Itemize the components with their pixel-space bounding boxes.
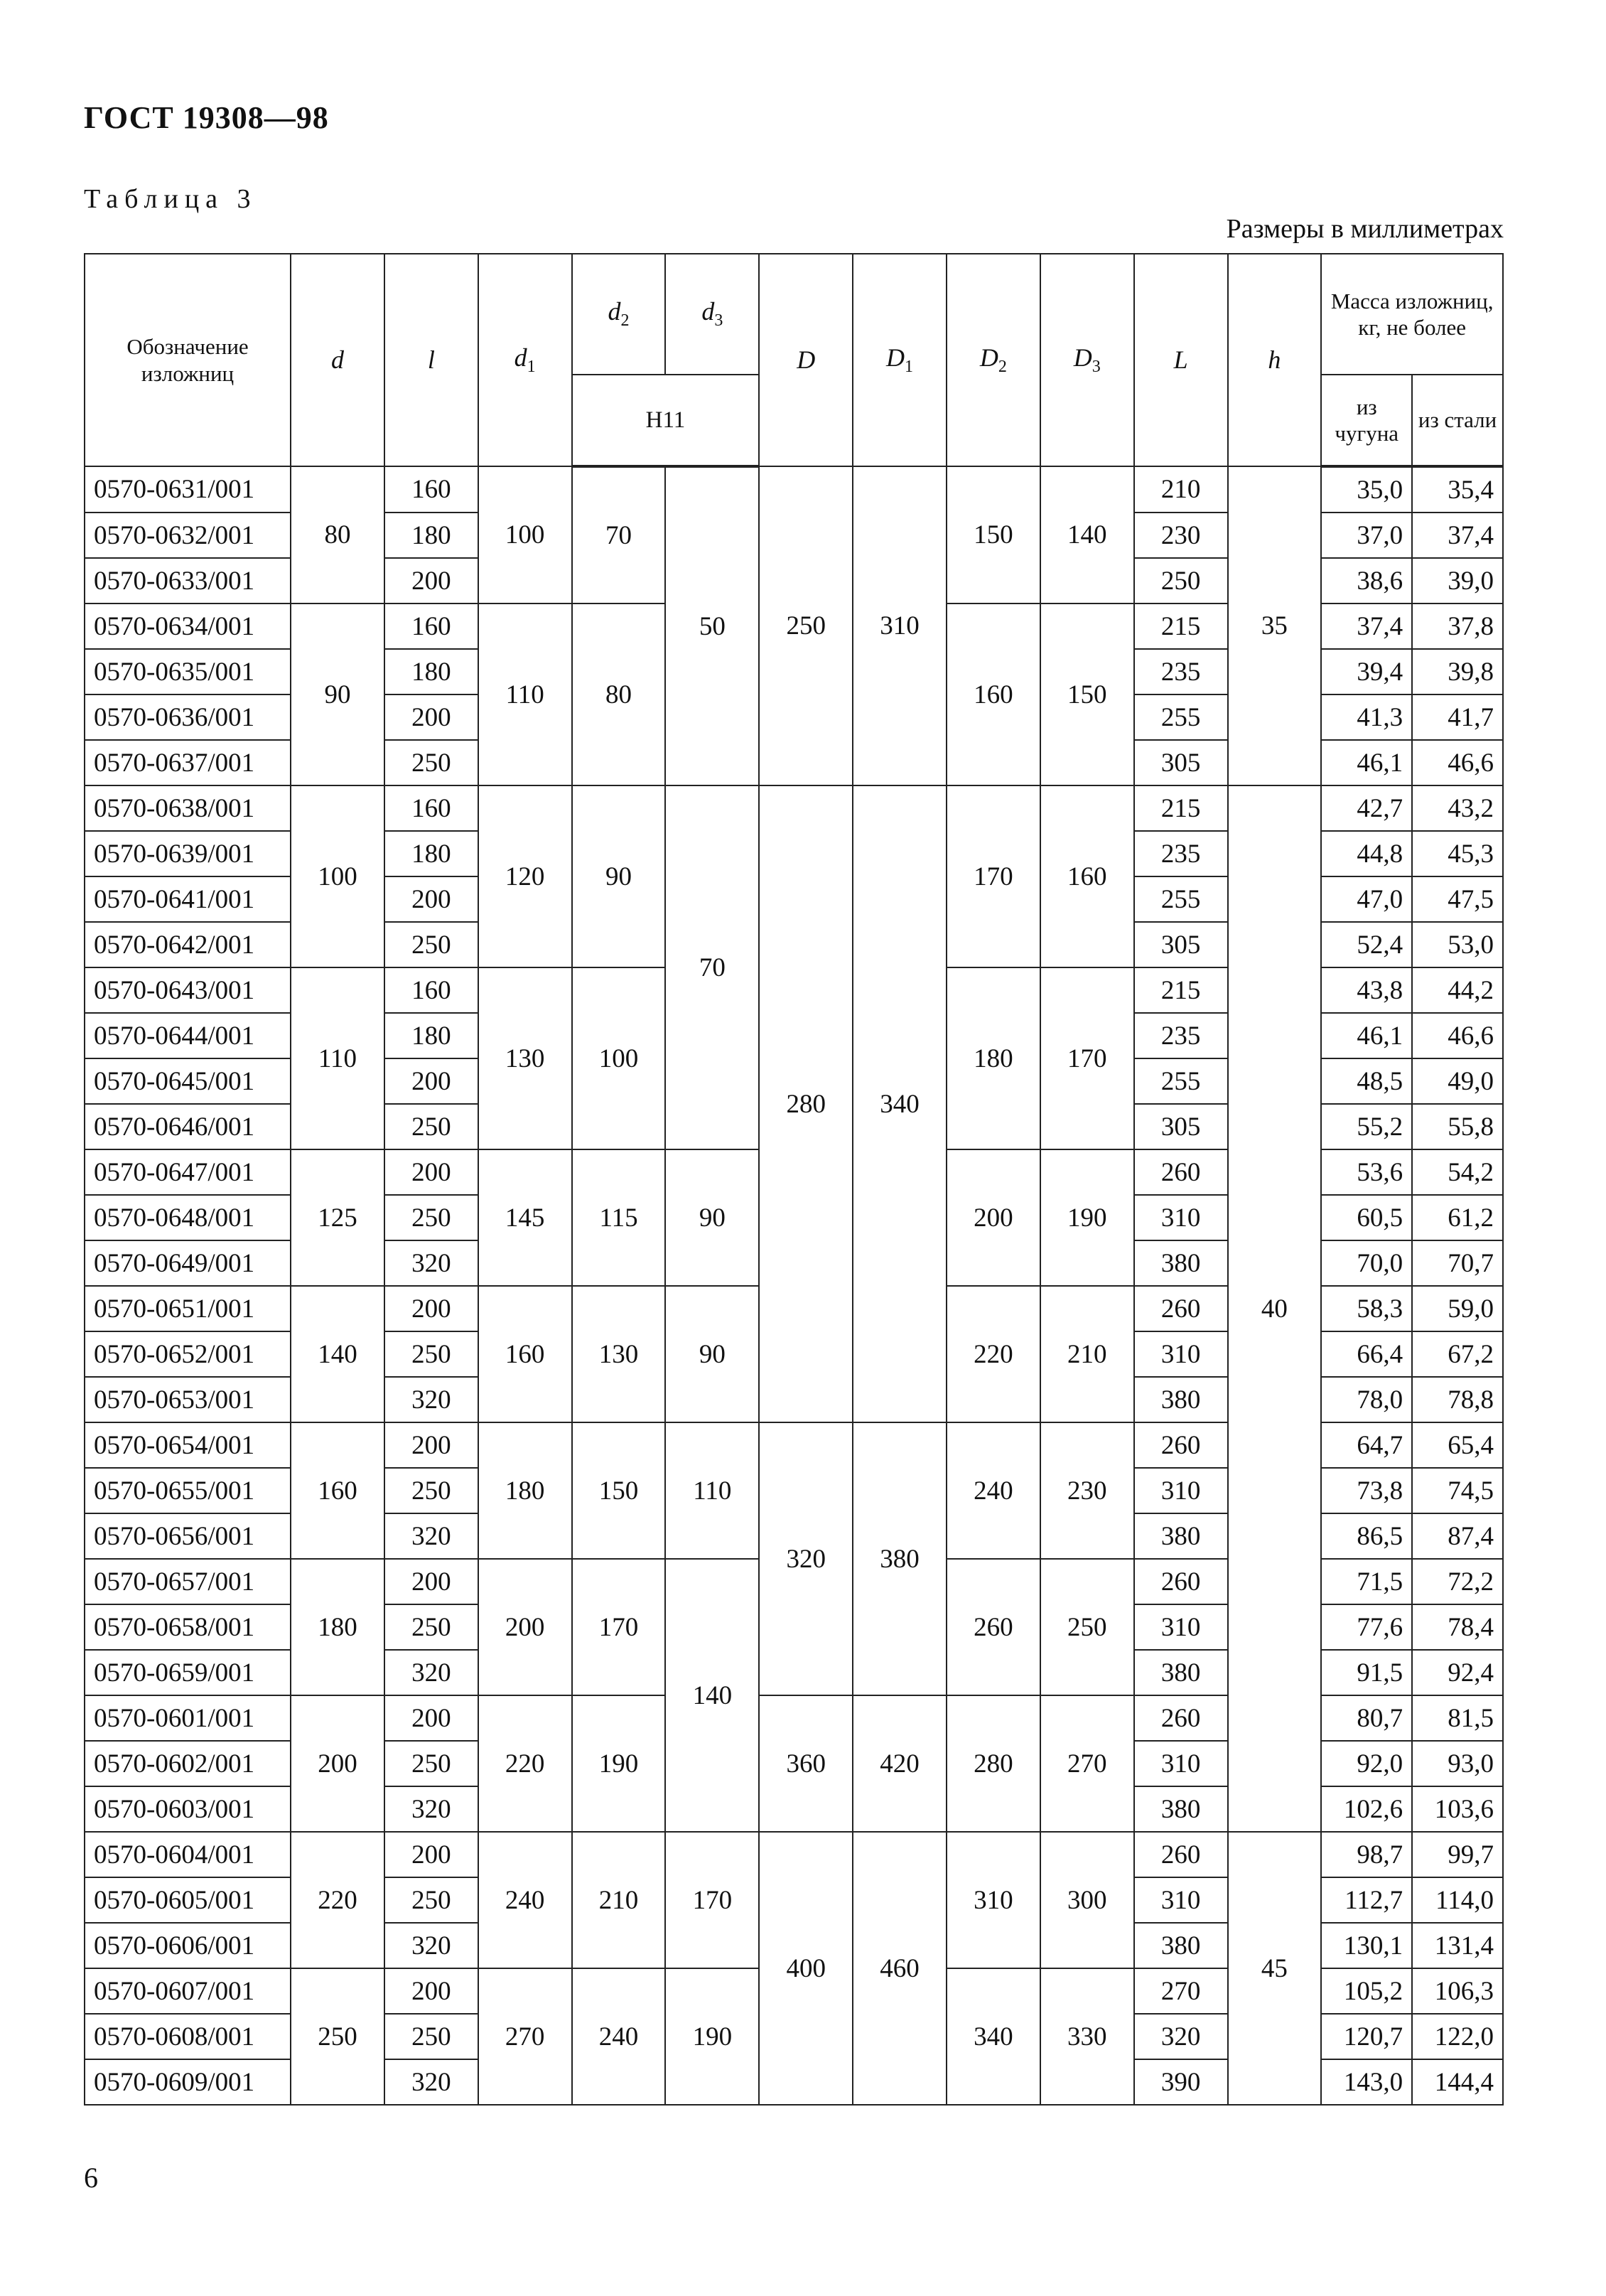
l-cell: 180 (384, 649, 478, 694)
designation-cell: 0570-0652/001 (85, 1331, 291, 1377)
D3-cell: 210 (1040, 1286, 1134, 1422)
designation-cell: 0570-0659/001 (85, 1650, 291, 1695)
d1-cell: 200 (478, 1559, 572, 1695)
d2-cell: 170 (572, 1559, 666, 1695)
D2-cell: 180 (947, 967, 1040, 1149)
mass-steel-cell: 103,6 (1412, 1786, 1503, 1832)
D3-cell: 300 (1040, 1832, 1134, 1968)
header-D2: $D_2$ (947, 254, 1040, 466)
designation-cell: 0570-0631/001 (85, 466, 291, 513)
designation-cell: 0570-0602/001 (85, 1741, 291, 1786)
mass-iron-cell: 48,5 (1321, 1058, 1412, 1104)
designation-cell: 0570-0633/001 (85, 558, 291, 603)
mass-iron-cell: 78,0 (1321, 1377, 1412, 1422)
designation-cell: 0570-0653/001 (85, 1377, 291, 1422)
d3-cell: 90 (665, 1286, 759, 1422)
dimensions-table (84, 253, 1504, 2105)
mass-iron-cell: 37,0 (1321, 513, 1412, 558)
d-cell: 90 (291, 603, 384, 785)
l-cell: 180 (384, 1013, 478, 1058)
designation-cell: 0570-0604/001 (85, 1832, 291, 1877)
L-cell: 215 (1134, 785, 1228, 831)
designation-cell: 0570-0605/001 (85, 1877, 291, 1923)
mass-iron-cell: 91,5 (1321, 1650, 1412, 1695)
designation-cell: 0570-0607/001 (85, 1968, 291, 2014)
d1-cell: 100 (478, 466, 572, 603)
l-cell: 200 (384, 694, 478, 740)
l-cell: 320 (384, 1377, 478, 1422)
L-cell: 255 (1134, 876, 1228, 922)
l-cell: 200 (384, 1058, 478, 1104)
mass-iron-cell: 77,6 (1321, 1604, 1412, 1650)
L-cell: 260 (1134, 1286, 1228, 1331)
mass-iron-cell: 37,4 (1321, 603, 1412, 649)
l-cell: 250 (384, 1604, 478, 1650)
designation-cell: 0570-0601/001 (85, 1695, 291, 1741)
mass-iron-cell: 58,3 (1321, 1286, 1412, 1331)
designation-cell: 0570-0651/001 (85, 1286, 291, 1331)
L-cell: 380 (1134, 1786, 1228, 1832)
L-cell: 390 (1134, 2059, 1228, 2105)
d1-cell: 130 (478, 967, 572, 1149)
mass-iron-cell: 60,5 (1321, 1195, 1412, 1240)
l-cell: 250 (384, 2014, 478, 2059)
mass-steel-cell: 99,7 (1412, 1832, 1503, 1877)
l-cell: 250 (384, 1104, 478, 1149)
L-cell: 215 (1134, 603, 1228, 649)
mass-iron-cell: 80,7 (1321, 1695, 1412, 1741)
header-L: L (1134, 254, 1228, 466)
l-cell: 250 (384, 1741, 478, 1786)
header-designation: Обозначение изложниц (85, 254, 291, 466)
l-cell: 320 (384, 1650, 478, 1695)
L-cell: 270 (1134, 1968, 1228, 2014)
header-d3: $d_3$ (665, 254, 759, 375)
mass-steel-cell: 87,4 (1412, 1513, 1503, 1559)
l-cell: 180 (384, 513, 478, 558)
L-cell: 380 (1134, 1923, 1228, 1968)
mass-steel-cell: 46,6 (1412, 1013, 1503, 1058)
d1-cell: 180 (478, 1422, 572, 1559)
mass-iron-cell: 66,4 (1321, 1331, 1412, 1377)
mass-iron-cell: 53,6 (1321, 1149, 1412, 1195)
mass-iron-cell: 120,7 (1321, 2014, 1412, 2059)
mass-steel-cell: 122,0 (1412, 2014, 1503, 2059)
mass-steel-cell: 93,0 (1412, 1741, 1503, 1786)
mass-steel-cell: 55,8 (1412, 1104, 1503, 1149)
mass-iron-cell: 73,8 (1321, 1468, 1412, 1513)
d-cell: 200 (291, 1695, 384, 1832)
mass-iron-cell: 92,0 (1321, 1741, 1412, 1786)
L-cell: 320 (1134, 2014, 1228, 2059)
mass-iron-cell: 39,4 (1321, 649, 1412, 694)
designation-cell: 0570-0649/001 (85, 1240, 291, 1286)
l-cell: 200 (384, 1968, 478, 2014)
mass-steel-cell: 67,2 (1412, 1331, 1503, 1377)
l-cell: 250 (384, 922, 478, 967)
d1-cell: 160 (478, 1286, 572, 1422)
D-cell: 400 (759, 1832, 853, 2105)
mass-steel-cell: 53,0 (1412, 922, 1503, 967)
mass-iron-cell: 35,0 (1321, 466, 1412, 513)
D2-cell: 200 (947, 1149, 1040, 1286)
L-cell: 260 (1134, 1559, 1228, 1604)
d2-cell: 90 (572, 785, 666, 967)
header-d1: $d_1$ (478, 254, 572, 466)
mass-steel-cell: 72,2 (1412, 1559, 1503, 1604)
designation-cell: 0570-0632/001 (85, 513, 291, 558)
D2-cell: 280 (947, 1695, 1040, 1832)
header-mass-iron: из чугуна (1321, 375, 1412, 466)
l-cell: 320 (384, 1923, 478, 1968)
mass-iron-cell: 130,1 (1321, 1923, 1412, 1968)
designation-cell: 0570-0657/001 (85, 1559, 291, 1604)
mass-steel-cell: 39,8 (1412, 649, 1503, 694)
d2-cell: 130 (572, 1286, 666, 1422)
d2-cell: 240 (572, 1968, 666, 2105)
l-cell: 250 (384, 1877, 478, 1923)
designation-cell: 0570-0637/001 (85, 740, 291, 785)
mass-iron-cell: 105,2 (1321, 1968, 1412, 2014)
header-D3: $D_3$ (1040, 254, 1134, 466)
mass-iron-cell: 64,7 (1321, 1422, 1412, 1468)
designation-cell: 0570-0647/001 (85, 1149, 291, 1195)
l-cell: 200 (384, 1832, 478, 1877)
d-cell: 250 (291, 1968, 384, 2105)
D3-cell: 160 (1040, 785, 1134, 967)
designation-cell: 0570-0648/001 (85, 1195, 291, 1240)
l-cell: 250 (384, 740, 478, 785)
l-cell: 320 (384, 1513, 478, 1559)
designation-cell: 0570-0643/001 (85, 967, 291, 1013)
d2-cell: 190 (572, 1695, 666, 1832)
L-cell: 235 (1134, 831, 1228, 876)
designation-cell: 0570-0634/001 (85, 603, 291, 649)
L-cell: 380 (1134, 1650, 1228, 1695)
mass-steel-cell: 54,2 (1412, 1149, 1503, 1195)
mass-steel-cell: 46,6 (1412, 740, 1503, 785)
D1-cell: 380 (853, 1422, 947, 1695)
mass-iron-cell: 42,7 (1321, 785, 1412, 831)
D1-cell: 460 (853, 1832, 947, 2105)
mass-iron-cell: 112,7 (1321, 1877, 1412, 1923)
d2-cell: 210 (572, 1832, 666, 1968)
L-cell: 260 (1134, 1422, 1228, 1468)
l-cell: 320 (384, 1240, 478, 1286)
D2-cell: 150 (947, 466, 1040, 603)
mass-steel-cell: 78,8 (1412, 1377, 1503, 1422)
d3-cell: 140 (665, 1559, 759, 1832)
L-cell: 305 (1134, 922, 1228, 967)
d-cell: 100 (291, 785, 384, 967)
l-cell: 250 (384, 1468, 478, 1513)
d-cell: 180 (291, 1559, 384, 1695)
designation-cell: 0570-0658/001 (85, 1604, 291, 1650)
d3-cell: 90 (665, 1149, 759, 1286)
mass-steel-cell: 47,5 (1412, 876, 1503, 922)
l-cell: 200 (384, 558, 478, 603)
l-cell: 200 (384, 1695, 478, 1741)
d-cell: 110 (291, 967, 384, 1149)
mass-steel-cell: 61,2 (1412, 1195, 1503, 1240)
L-cell: 260 (1134, 1832, 1228, 1877)
D2-cell: 220 (947, 1286, 1040, 1422)
d-cell: 160 (291, 1422, 384, 1559)
designation-cell: 0570-0641/001 (85, 876, 291, 922)
D3-cell: 170 (1040, 967, 1134, 1149)
D3-cell: 150 (1040, 603, 1134, 785)
table-body (85, 466, 1503, 2105)
D2-cell: 310 (947, 1832, 1040, 1968)
units-note: Размеры в миллиметрах (1226, 214, 1504, 244)
designation-cell: 0570-0609/001 (85, 2059, 291, 2105)
d1-cell: 220 (478, 1695, 572, 1832)
mass-steel-cell: 39,0 (1412, 558, 1503, 603)
d1-cell: 120 (478, 785, 572, 967)
L-cell: 260 (1134, 1149, 1228, 1195)
d2-cell: 80 (572, 603, 666, 785)
mass-iron-cell: 71,5 (1321, 1559, 1412, 1604)
l-cell: 160 (384, 967, 478, 1013)
l-cell: 320 (384, 1786, 478, 1832)
designation-cell: 0570-0646/001 (85, 1104, 291, 1149)
L-cell: 255 (1134, 694, 1228, 740)
mass-iron-cell: 86,5 (1321, 1513, 1412, 1559)
mass-iron-cell: 102,6 (1321, 1786, 1412, 1832)
mass-iron-cell: 44,8 (1321, 831, 1412, 876)
table-header (85, 254, 1503, 466)
D2-cell: 260 (947, 1559, 1040, 1695)
L-cell: 255 (1134, 1058, 1228, 1104)
mass-iron-cell: 43,8 (1321, 967, 1412, 1013)
L-cell: 310 (1134, 1195, 1228, 1240)
L-cell: 310 (1134, 1741, 1228, 1786)
page-number: 6 (84, 2162, 98, 2194)
designation-cell: 0570-0639/001 (85, 831, 291, 876)
l-cell: 200 (384, 1422, 478, 1468)
L-cell: 305 (1134, 1104, 1228, 1149)
l-cell: 250 (384, 1195, 478, 1240)
mass-steel-cell: 37,8 (1412, 603, 1503, 649)
L-cell: 235 (1134, 649, 1228, 694)
d3-cell: 70 (665, 785, 759, 1149)
D2-cell: 240 (947, 1422, 1040, 1559)
L-cell: 215 (1134, 967, 1228, 1013)
mass-steel-cell: 81,5 (1412, 1695, 1503, 1741)
table-row (85, 785, 1503, 831)
mass-iron-cell: 46,1 (1321, 740, 1412, 785)
mass-iron-cell: 46,1 (1321, 1013, 1412, 1058)
d-cell: 125 (291, 1149, 384, 1286)
d-cell: 140 (291, 1286, 384, 1422)
D3-cell: 190 (1040, 1149, 1134, 1286)
designation-cell: 0570-0636/001 (85, 694, 291, 740)
D-cell: 320 (759, 1422, 853, 1695)
mass-steel-cell: 78,4 (1412, 1604, 1503, 1650)
mass-steel-cell: 144,4 (1412, 2059, 1503, 2105)
D3-cell: 140 (1040, 466, 1134, 603)
D2-cell: 170 (947, 785, 1040, 967)
table-row (85, 466, 1503, 513)
h-cell: 35 (1228, 466, 1322, 785)
mass-steel-cell: 114,0 (1412, 1877, 1503, 1923)
D3-cell: 230 (1040, 1422, 1134, 1559)
mass-steel-cell: 41,7 (1412, 694, 1503, 740)
L-cell: 380 (1134, 1513, 1228, 1559)
mass-steel-cell: 106,3 (1412, 1968, 1503, 2014)
l-cell: 160 (384, 466, 478, 513)
d2-cell: 115 (572, 1149, 666, 1286)
d1-cell: 145 (478, 1149, 572, 1286)
header-l: l (384, 254, 478, 466)
D1-cell: 420 (853, 1695, 947, 1832)
mass-steel-cell: 44,2 (1412, 967, 1503, 1013)
l-cell: 180 (384, 831, 478, 876)
mass-steel-cell: 65,4 (1412, 1422, 1503, 1468)
D3-cell: 270 (1040, 1695, 1134, 1832)
d1-cell: 270 (478, 1968, 572, 2105)
L-cell: 380 (1134, 1240, 1228, 1286)
mass-steel-cell: 70,7 (1412, 1240, 1503, 1286)
designation-cell: 0570-0642/001 (85, 922, 291, 967)
designation-cell: 0570-0635/001 (85, 649, 291, 694)
mass-steel-cell: 59,0 (1412, 1286, 1503, 1331)
l-cell: 200 (384, 1559, 478, 1604)
D3-cell: 250 (1040, 1559, 1134, 1695)
designation-cell: 0570-0608/001 (85, 2014, 291, 2059)
l-cell: 200 (384, 1149, 478, 1195)
d1-cell: 110 (478, 603, 572, 785)
mass-iron-cell: 70,0 (1321, 1240, 1412, 1286)
designation-cell: 0570-0645/001 (85, 1058, 291, 1104)
mass-iron-cell: 52,4 (1321, 922, 1412, 967)
d3-cell: 170 (665, 1832, 759, 1968)
D3-cell: 330 (1040, 1968, 1134, 2105)
D1-cell: 340 (853, 785, 947, 1422)
L-cell: 210 (1134, 466, 1228, 513)
d2-cell: 100 (572, 967, 666, 1149)
h-cell: 40 (1228, 785, 1322, 1832)
header-D: D (759, 254, 853, 466)
table-caption: Таблица 3 (84, 184, 257, 214)
designation-cell: 0570-0654/001 (85, 1422, 291, 1468)
D2-cell: 160 (947, 603, 1040, 785)
page-header: ГОСТ 19308—98 (84, 100, 329, 135)
D1-cell: 310 (853, 466, 947, 785)
D-cell: 250 (759, 466, 853, 785)
d3-cell: 190 (665, 1968, 759, 2105)
mass-iron-cell: 55,2 (1321, 1104, 1412, 1149)
d1-cell: 240 (478, 1832, 572, 1968)
D2-cell: 340 (947, 1968, 1040, 2105)
header-tolerance: H11 (572, 375, 760, 466)
L-cell: 305 (1134, 740, 1228, 785)
header-mass-steel: из стали (1412, 375, 1503, 466)
d2-cell: 150 (572, 1422, 666, 1559)
mass-iron-cell: 41,3 (1321, 694, 1412, 740)
d3-cell: 50 (665, 466, 759, 785)
designation-cell: 0570-0606/001 (85, 1923, 291, 1968)
mass-steel-cell: 131,4 (1412, 1923, 1503, 1968)
header-d2: $d_2$ (572, 254, 666, 375)
mass-iron-cell: 47,0 (1321, 876, 1412, 922)
designation-cell: 0570-0655/001 (85, 1468, 291, 1513)
D-cell: 280 (759, 785, 853, 1422)
L-cell: 380 (1134, 1377, 1228, 1422)
header-mass: Масса изложниц, кг, не более (1321, 254, 1503, 375)
l-cell: 320 (384, 2059, 478, 2105)
l-cell: 200 (384, 876, 478, 922)
D-cell: 360 (759, 1695, 853, 1832)
mass-steel-cell: 37,4 (1412, 513, 1503, 558)
d3-cell: 110 (665, 1422, 759, 1559)
d-cell: 220 (291, 1832, 384, 1968)
L-cell: 310 (1134, 1877, 1228, 1923)
l-cell: 250 (384, 1331, 478, 1377)
L-cell: 250 (1134, 558, 1228, 603)
designation-cell: 0570-0644/001 (85, 1013, 291, 1058)
mass-steel-cell: 43,2 (1412, 785, 1503, 831)
h-cell: 45 (1228, 1832, 1322, 2105)
l-cell: 200 (384, 1286, 478, 1331)
L-cell: 310 (1134, 1468, 1228, 1513)
mass-steel-cell: 45,3 (1412, 831, 1503, 876)
mass-iron-cell: 38,6 (1321, 558, 1412, 603)
header-h: h (1228, 254, 1322, 466)
mass-steel-cell: 92,4 (1412, 1650, 1503, 1695)
L-cell: 260 (1134, 1695, 1228, 1741)
designation-cell: 0570-0638/001 (85, 785, 291, 831)
L-cell: 310 (1134, 1331, 1228, 1377)
header-d: d (291, 254, 384, 466)
mass-steel-cell: 35,4 (1412, 466, 1503, 513)
l-cell: 160 (384, 785, 478, 831)
mass-iron-cell: 143,0 (1321, 2059, 1412, 2105)
designation-cell: 0570-0656/001 (85, 1513, 291, 1559)
mass-steel-cell: 74,5 (1412, 1468, 1503, 1513)
L-cell: 230 (1134, 513, 1228, 558)
table-row (85, 1832, 1503, 1877)
L-cell: 235 (1134, 1013, 1228, 1058)
header-D1: $D_1$ (853, 254, 947, 466)
mass-iron-cell: 98,7 (1321, 1832, 1412, 1877)
l-cell: 160 (384, 603, 478, 649)
designation-cell: 0570-0603/001 (85, 1786, 291, 1832)
L-cell: 310 (1134, 1604, 1228, 1650)
d2-cell: 70 (572, 466, 666, 603)
d-cell: 80 (291, 466, 384, 603)
mass-steel-cell: 49,0 (1412, 1058, 1503, 1104)
